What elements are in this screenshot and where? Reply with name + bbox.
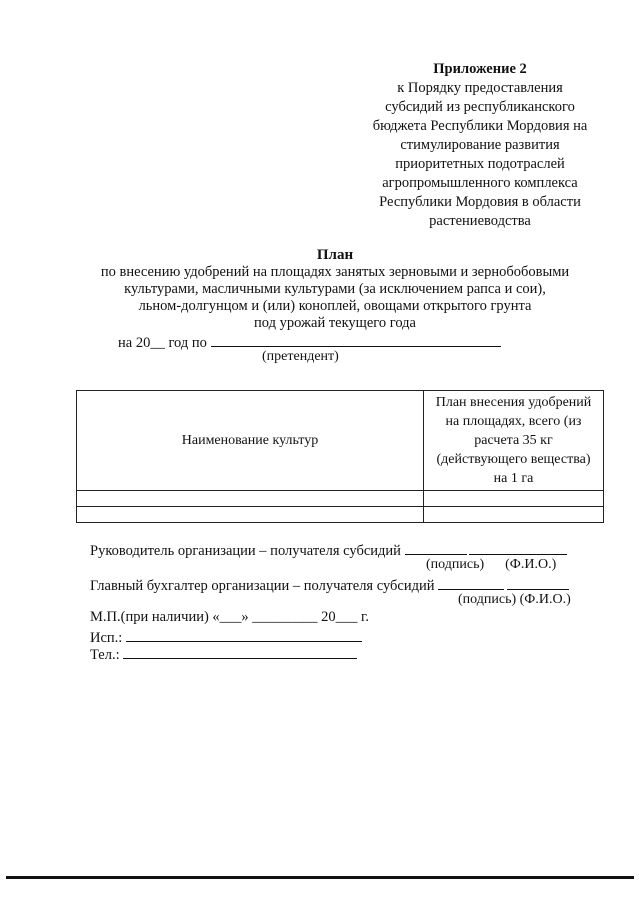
plan-cell[interactable] — [424, 507, 604, 523]
appendix-block — [355, 60, 605, 231]
head-captions — [426, 557, 556, 573]
appendix-line: к Порядку предоставления — [397, 80, 563, 96]
fertilizer-plan-header — [424, 391, 604, 491]
table-row — [77, 507, 604, 523]
plan-cell[interactable] — [424, 491, 604, 507]
plan-table — [76, 390, 604, 523]
header-line: (действующего вещества) — [436, 452, 591, 467]
appendix-line: приоритетных подотраслей — [395, 156, 565, 172]
appendix-line: растениеводства — [429, 213, 531, 229]
header-line: План внесения удобрений — [435, 395, 592, 410]
accountant-caption: (подпись) (Ф.И.О.) — [458, 592, 571, 607]
crop-name-header: Наименование культур — [77, 391, 424, 491]
stamp-line: М.П.(при наличии) «___» _________ 20___ г. — [90, 609, 369, 625]
plan-line: культурами, масличными культурами (за исключением рапса и сои), — [124, 281, 546, 297]
table-header-row — [77, 391, 604, 491]
appendix-line: субсидий из республиканского — [385, 99, 575, 115]
appendix-line: агропромышленного комплекса — [382, 175, 578, 191]
accountant-label: Главный бухгалтер организации – получателя субсидий — [90, 578, 435, 594]
year-prefix: на 20__ год по — [118, 335, 207, 351]
head-sign-field[interactable] — [405, 540, 467, 555]
plan-header — [70, 247, 600, 332]
appendix-line: бюджета Республики Мордовия на — [372, 118, 588, 134]
phone-line — [90, 644, 357, 664]
accountant-sign-field[interactable] — [438, 575, 504, 590]
header-line: на площадях, всего (из — [445, 414, 582, 429]
crop-cell[interactable] — [77, 491, 424, 507]
head-name-field[interactable] — [469, 540, 567, 555]
executor-field[interactable] — [126, 627, 362, 642]
plan-line: по внесению удобрений на площадях занятых зерновыми и зернобобовыми — [100, 264, 570, 280]
accountant-name-field[interactable] — [507, 575, 569, 590]
plan-line: льном-долгунцом и (или) коноплей, овощами открытого грунта — [138, 298, 532, 314]
plan-title: План — [316, 247, 354, 263]
plan-line: под урожай текущего года — [254, 315, 416, 331]
executor-label: Исп.: — [90, 630, 123, 646]
head-caption-name: (Ф.И.О.) — [505, 557, 557, 572]
applicant-caption: (претендент) — [262, 349, 339, 364]
header-line: расчета 35 кг — [474, 433, 553, 448]
header-line: на 1 га — [493, 471, 534, 486]
phone-field[interactable] — [123, 644, 357, 659]
appendix-title: Приложение 2 — [433, 61, 527, 77]
appendix-line: Республики Мордовия в области — [379, 194, 581, 210]
appendix-line: стимулирование развития — [400, 137, 560, 153]
phone-label: Тел.: — [90, 647, 120, 663]
crop-cell[interactable] — [77, 507, 424, 523]
head-label: Руководитель организации – получателя субсидий — [90, 543, 401, 559]
head-caption-sign: (подпись) — [426, 557, 485, 572]
applicant-field[interactable] — [211, 332, 501, 347]
bottom-rule — [6, 876, 634, 879]
table-row — [77, 491, 604, 507]
